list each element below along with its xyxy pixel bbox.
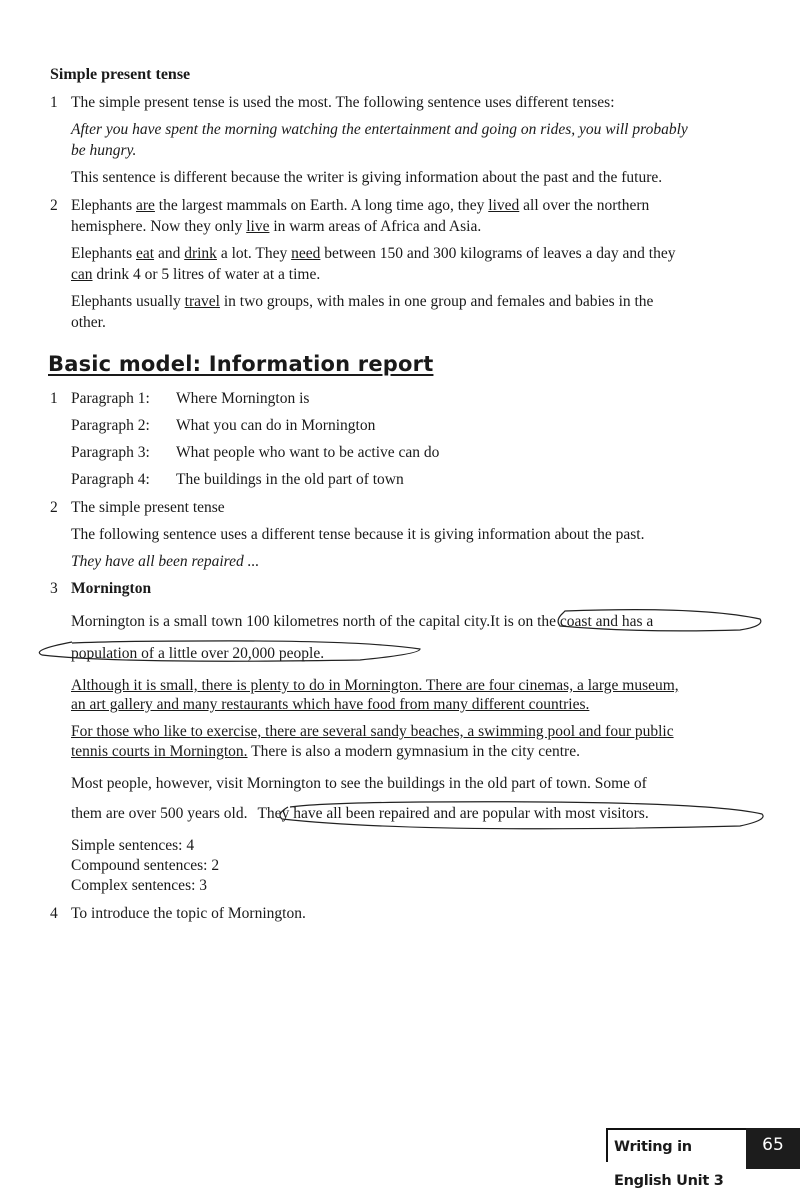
item-number: 2	[50, 499, 58, 516]
mornington-text-line: tennis courts in Mornington. There is also a modern gymnasium in the city centre.	[71, 743, 580, 760]
page-number: 65	[746, 1128, 800, 1169]
oval-annotation	[280, 802, 763, 829]
section-title-basic-model: Basic model: Information report	[48, 352, 434, 376]
verb-underlined: eat	[136, 245, 155, 262]
example-sentence-line: After you have spent the morning watching the entertainment and going on rides, you will probably	[71, 121, 688, 138]
verb-underlined: can	[71, 266, 93, 283]
item-text: To introduce the topic of Mornington.	[71, 905, 306, 922]
item-number: 2	[50, 197, 58, 214]
section-title-simple-present: Simple present tense	[50, 66, 191, 83]
verb-underlined: live	[246, 218, 270, 235]
mornington-heading: Mornington	[71, 580, 152, 597]
explanation-text: This sentence is different because the writer is giving information about the past and the future.	[71, 169, 663, 186]
circled-sentence: They have all been repaired and are popular with most visitors.	[257, 805, 649, 822]
item-number: 3	[50, 580, 58, 597]
item-number: 1	[50, 94, 58, 111]
item-number: 1	[50, 390, 58, 407]
elephant-paragraph-line: can drink 4 or 5 litres of water at a time.	[71, 266, 321, 283]
oval-annotation	[39, 641, 420, 661]
paragraph-outline-row: Paragraph 1: Where Mornington is	[71, 390, 310, 407]
oval-annotation	[558, 610, 761, 631]
footer-unit-label: Writing in English Unit 3	[606, 1128, 746, 1162]
mornington-text-line: Mornington is a small town 100 kilometres north of the capital city.It is on the coast and has a	[71, 613, 654, 630]
mornington-text-line-underlined: an art gallery and many restaurants which have food from many different countries.	[71, 696, 590, 713]
mornington-text-line-underlined: Although it is small, there is plenty to do in Mornington. There are four cinemas, a large museum,	[71, 677, 679, 694]
verb-underlined: lived	[488, 197, 520, 214]
mornington-text-line-underlined: For those who like to exercise, there are several sandy beaches, a swimming pool and four public	[71, 723, 674, 740]
sentence-count: Complex sentences: 3	[71, 877, 208, 894]
example-sentence-line: be hungry.	[71, 142, 137, 159]
elephant-paragraph-line: other.	[71, 314, 106, 331]
verb-underlined: need	[291, 245, 321, 262]
verb-underlined: travel	[184, 293, 220, 310]
elephant-paragraph-line: Elephants usually travel in two groups, with males in one group and females and babies in the	[71, 293, 654, 310]
circled-sentence-part: It is on the coast and has a	[490, 613, 654, 630]
item-number: 4	[50, 905, 58, 922]
paragraph-outline-row: Paragraph 2: What you can do in Mornington	[71, 417, 376, 434]
item-text: The simple present tense	[71, 499, 225, 516]
elephant-paragraph-line: hemisphere. Now they only live in warm areas of Africa and Asia.	[71, 218, 482, 235]
mornington-text-line: population of a little over 20,000 people.	[71, 645, 325, 662]
sentence-count: Compound sentences: 2	[71, 857, 220, 874]
paragraph-outline-row: Paragraph 4: The buildings in the old part of town	[71, 471, 404, 488]
mornington-text-line: Most people, however, visit Mornington to see the buildings in the old part of town. Some of	[71, 775, 647, 792]
sentence-count: Simple sentences: 4	[71, 837, 195, 854]
mornington-text-line: them are over 500 years old. They have all been repaired and are popular with most visitors.	[71, 805, 649, 822]
verb-underlined: are	[136, 197, 155, 214]
verb-underlined: drink	[184, 245, 217, 262]
explanation-text: The following sentence uses a different tense because it is giving information about the past.	[71, 526, 645, 543]
elephant-paragraph-line: Elephants are the largest mammals on Earth. A long time ago, they lived all over the northern	[71, 197, 650, 214]
elephant-paragraph-line: Elephants eat and drink a lot. They need between 150 and 300 kilograms of leaves a day and they	[71, 245, 676, 262]
item-text: The simple present tense is used the most. The following sentence uses different tenses:	[71, 94, 615, 111]
paragraph-outline-row: Paragraph 3: What people who want to be active can do	[71, 444, 440, 461]
example-sentence: They have all been repaired ...	[71, 553, 260, 570]
